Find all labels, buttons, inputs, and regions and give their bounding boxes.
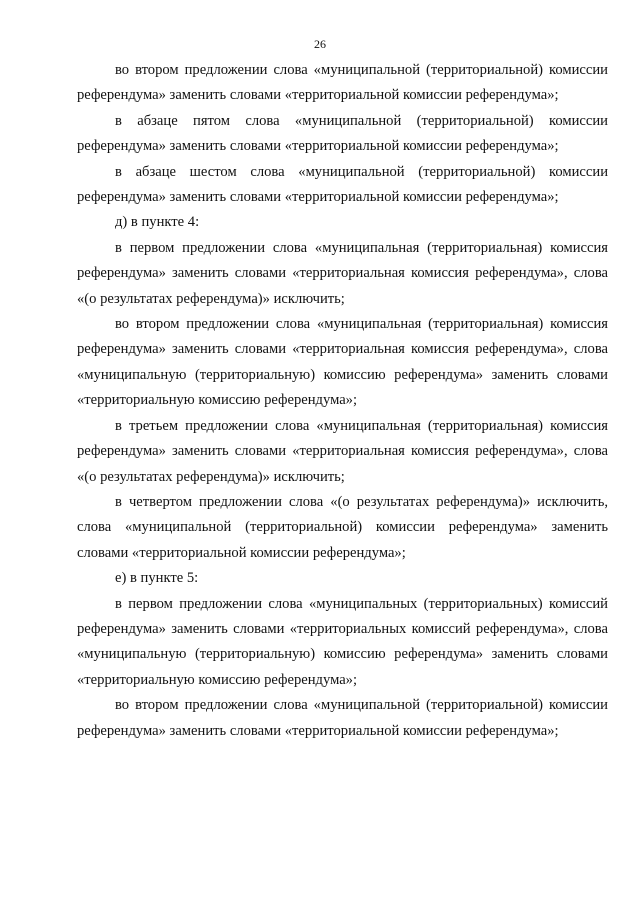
paragraph-amend-sixth-indent: в абзаце шестом слова «муниципальной (территориальной) комиссии референдума» заменить словами «территориальной комиссии референдума»; [77, 163, 608, 206]
paragraph-point-5-heading: е) в пункте 5: [115, 570, 199, 587]
paragraph-point-4-first-sentence: в первом предложении слова «муниципальная (территориальная) комиссия референдума» заменить словами «территориальная комиссия референдума», слова «(о результатах референдума)» исключить; [77, 239, 608, 307]
paragraph-amend-second-sentence: во втором предложении слова «муниципальной (территориальной) комиссии референдума» заменить словами «территориальной комиссии референдума»; [77, 62, 608, 104]
paragraph-point-4-second-sentence: во втором предложении слова «муниципальная (территориальная) комиссия референдума» заменить словами «территориальная комиссия референдума», слова «муниципальную (территориальную) комиссию референдума» заменить словами «территориальную комиссию референдума»; [77, 316, 608, 409]
document-body [77, 58, 608, 744]
paragraph-point-4-heading: д) в пункте 4: [115, 214, 200, 231]
paragraph-point-4-fourth-sentence: в четвертом предложении слова «(о результатах референдума)» исключить, слова «муниципальной (территориальной) комиссии референдума» заменить словами «территориальной комиссии референдума»; [77, 493, 608, 561]
paragraph-amend-fifth-indent: в абзаце пятом слова «муниципальной (территориальной) комиссии референдума» заменить словами «территориальной комиссии референдума»; [77, 112, 608, 155]
paragraph-point-5-second-sentence: во втором предложении слова «муниципальной (территориальной) комиссии референдума» заменить словами «территориальной комиссии референдума»; [77, 697, 608, 739]
page-number: 26 [314, 37, 326, 51]
paragraph-point-4-third-sentence: в третьем предложении слова «муниципальная (территориальная) комиссия референдума» заменить словами «территориальная комиссия референдума», слова «(о результатах референдума)» исключить; [77, 417, 608, 485]
paragraph-point-5-first-sentence: в первом предложении слова «муниципальных (территориальных) комиссий референдума» заменить словами «территориальных комиссий референдума», слова «муниципальную (территориальную) комиссию референдума» заменить словами «территориальную комиссию референдума»; [77, 595, 608, 688]
